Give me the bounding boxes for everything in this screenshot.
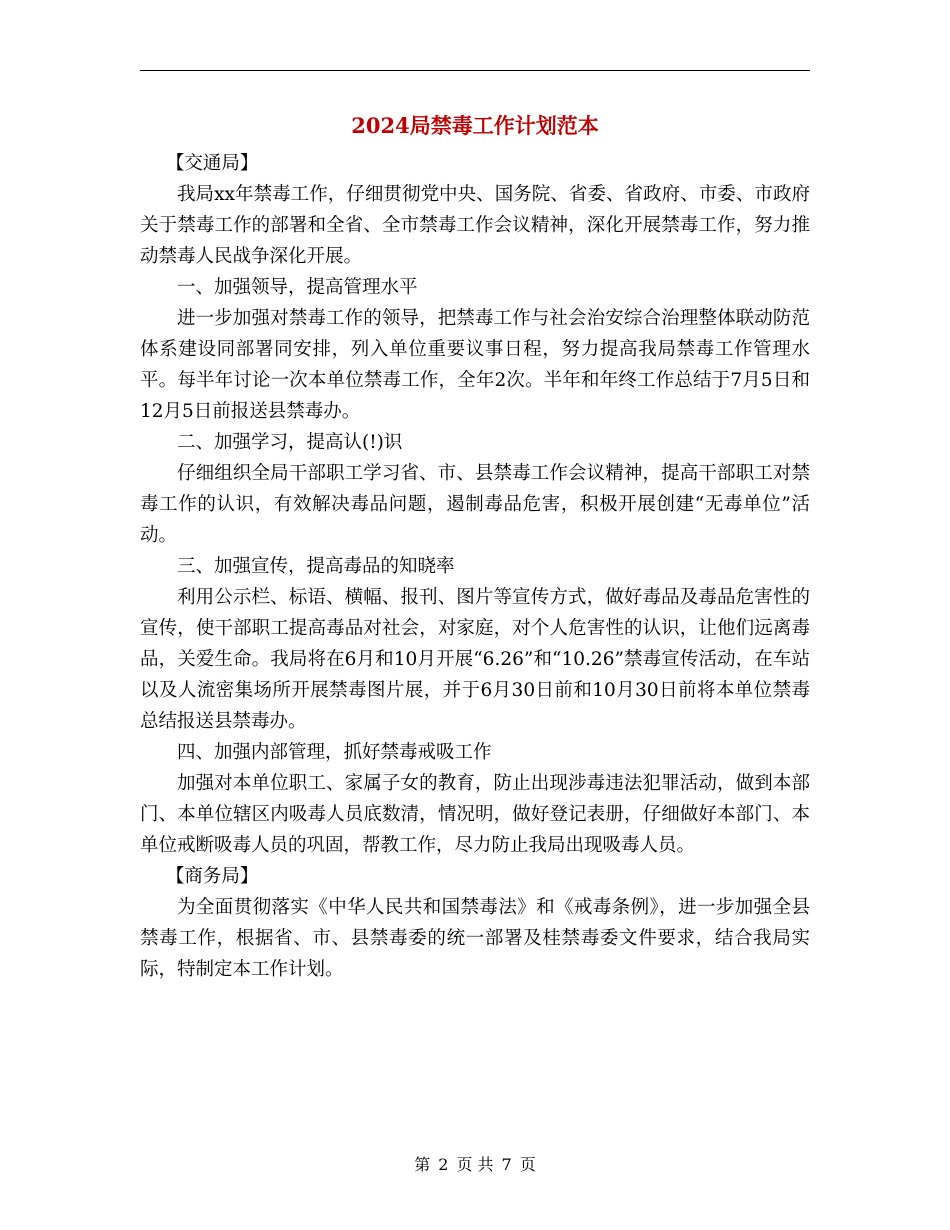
- footer-label-pages: 页: [519, 1155, 536, 1174]
- paragraph-commerce: 为全面贯彻落实《中华人民共和国禁毒法》和《戒毒条例》，进一步加强全县禁毒工作，根据省、市、县禁毒委的统一部署及桂禁毒委文件要求，结合我局实际，特制定本工作计划。: [140, 897, 810, 980]
- document-title: 2024局禁毒工作计划范本: [351, 113, 599, 138]
- paragraph-publicity: 利用公示栏、标语、横幅、报刊、图片等宣传方式，做好毒品及毒品危害性的宣传，使干部职工提高毒品对社会，对家庭，对个人危害性的认识，让他们远离毒品，关爱生命。我局将在6月和10月开展“6.26”和“10.26”禁毒宣传活动，在车站以及人流密集场所开展禁毒图片展，并于6月30日前和10月30日前将本单位禁毒总结报送县禁毒办。: [140, 587, 810, 732]
- section-heading-commerce-bureau: 【商务局】: [165, 866, 259, 887]
- subheading-study: 二、加强学习，提高认(!)识: [177, 432, 403, 453]
- subheading-leadership: 一、加强领导，提高管理水平: [177, 277, 418, 298]
- paragraph-internal-management: 加强对本单位职工、家属子女的教育，防止出现涉毒违法犯罪活动，做到本部门、本单位辖区内吸毒人员底数清，情况明，做好登记表册，仔细做好本部门、本单位戒断吸毒人员的巩固，帮教工作，尽力防止我局出现吸毒人员。: [140, 773, 810, 856]
- page-footer: [0, 1154, 950, 1176]
- paragraph-leadership: 进一步加强对禁毒工作的领导，把禁毒工作与社会治安综合治理整体联动防范体系建设同部署同安排，列入单位重要议事日程，努力提高我局禁毒工作管理水平。每半年讨论一次本单位禁毒工作，全年2次。半年和年终工作总结于7月5日和12月5日前报送县禁毒办。: [140, 308, 810, 422]
- paragraph-study: 仔细组织全局干部职工学习省、市、县禁毒工作会议精神，提高干部职工对禁毒工作的认识，有效解决毒品问题，遏制毒品危害，积极开展创建“无毒单位”活动。: [140, 463, 810, 546]
- header-rule: [140, 70, 810, 71]
- subheading-internal-management: 四、加强内部管理，抓好禁毒戒吸工作: [177, 742, 492, 763]
- footer-label-page: 第: [414, 1155, 431, 1174]
- section-heading-transport-bureau: 【交通局】: [165, 153, 259, 174]
- paragraph-intro: 我局xx年禁毒工作，仔细贯彻党中央、国务院、省委、省政府、市委、市政府关于禁毒工作的部署和全省、全市禁毒工作会议精神，深化开展禁毒工作，努力推动禁毒人民战争深化开展。: [140, 184, 810, 267]
- footer-label-of: 页 共: [456, 1155, 494, 1174]
- current-page-number: 2: [438, 1155, 449, 1174]
- subheading-publicity: 三、加强宣传，提高毒品的知晓率: [177, 556, 455, 577]
- document-body: [140, 148, 810, 985]
- total-pages-number: 7: [501, 1155, 512, 1174]
